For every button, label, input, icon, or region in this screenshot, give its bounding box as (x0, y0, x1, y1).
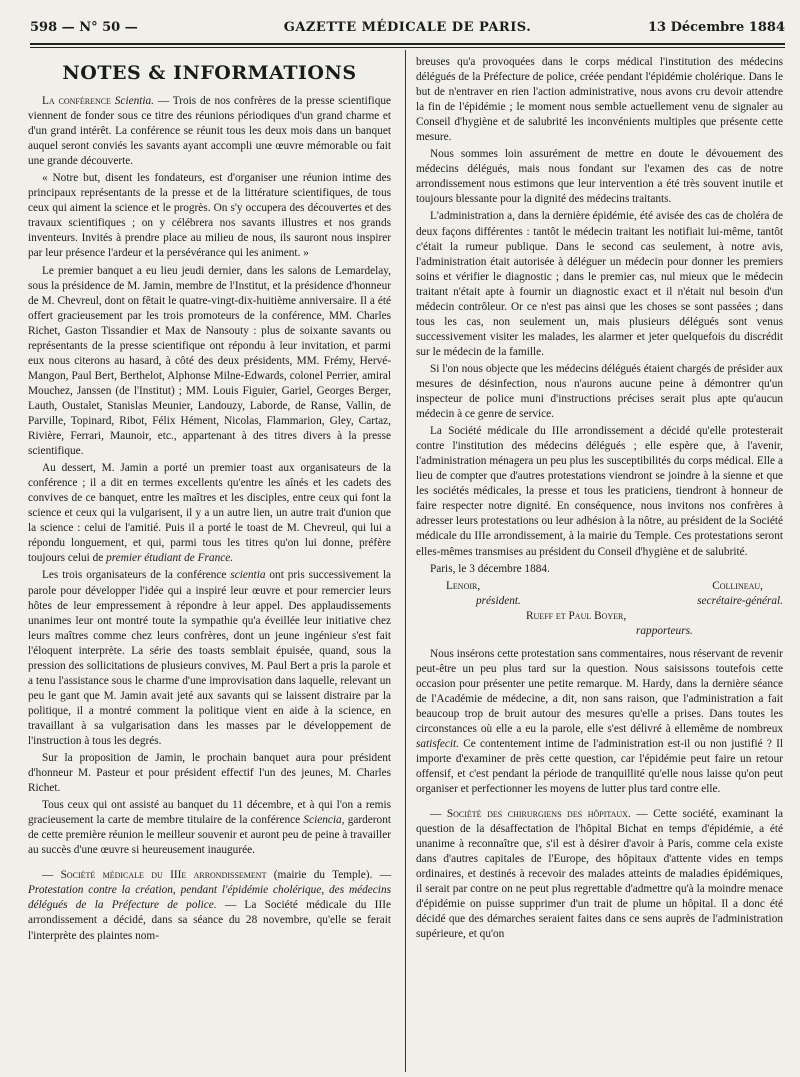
right-column (416, 55, 783, 944)
emphasis: Scientia. (114, 95, 154, 107)
paragraph-text: ont pris successivement la parole pour développer l'idée qui a inspiré leur œuvre et pour remercier leurs hôtes de leur empressement à répondre à leur appel. Des applaudissements unanimes leur ont montré toute la sympathie qu'a éveillée leur initiative chez leurs maîtres comme chez leurs confrères, dont un jeune ingénieur s'est fait l'éloquent interprète. La série des toasts semblait épuisée, quand, sous la pression des sollicitations de plusieurs convives, M. Paul Bert a pris la parole et a tenu l'assistance sous le charme d'une improvisation dans laquelle, relevant un peu le gant que M. Jamin avait jeté aux savants qui se laissent distraire par la politique, il a montré comment la politique vient en aide à la science, en travaillant à sa vulgarisation dans les masses par le développement de l'instruction à tous les degrés. (28, 569, 391, 747)
signature-row (416, 579, 783, 594)
paragraph-text: , garderont de cette première réunion le meilleur souvenir et auront peu de peine à travailler au succès d'une œuvre si heureusement inaugurée. (28, 814, 391, 857)
place-date: Paris, le 3 décembre 1884. (430, 562, 550, 575)
left-column (28, 54, 391, 946)
paragraph: L'administration a, dans la dernière épidémie, été avisée des cas de choléra de deux façons différentes : tantôt le médecin traitant les notifiait lui-même, tantôt c'était la rumeur publique. Dans le second cas seulement, à notre avis, l'administration était autorisée à déléguer un médecin pour donner les premiers soins et vérifier le diagnostic ; dans le premier cas, nul mieux que le médecin traitant n'était apte à fournir un diagnostic exact et il n'était nul besoin d'un médecin contrôleur. Or ce n'est pas ainsi que les choses se sont passées ; dans tous les cas, non seulement un, mais plusieurs délégués sont venus successivement visiter les malades, les alarmer et jeter quelquefois du discrédit sur le médecin de la famille. (416, 210, 783, 358)
issue-date: 13 Décembre 1884 (647, 20, 785, 35)
emphasis: satisfecit. (416, 737, 459, 750)
paragraph: Le premier banquet a eu lieu jeudi dernier, dans les salons de Lemardelay, sous la présidence de M. Jamin, membre de l'Institut, et la présidence d'honneur de M. Chevreul, dont on fêtait le quatre-vingt-dix-huitième anniversaire. Il a été offert gracieusement par les trois promoteurs de la conférence, MM. Charles Richet, Gaston Tissandier et Max de Nansouty : plus de soixante savants ou représentants de la presse scientifique ont répondu à leur invitation, et parmi eux nous citerons au hasard, à côté des deux présidents, MM. Frémy, Hervé-Mangon, Paul Bert, Berthelot, Alphonse Milne-Edwards, colonel Perrier, amiral Mouchez, Janssen (de l'Institut) ; MM. Louis Figuier, Gariel, Georges Berger, Lauth, Oustalet, Stanislas Meunier, Landouzy, Laborde, de Ranse, Vallin, de Parville, Topinard, Ribot, Félix Hément, Nicolas, Flammarion, Gley, Cartaz, Rivière, Ferrari, Maunoir, etc., appartenant à des titres divers à la presse scientifique. (28, 264, 391, 458)
signatory-name: Collineau, (712, 579, 763, 592)
paragraph-text: Au dessert, M. Jamin a porté un premier toast aux organisateurs de la conférence ; il a dit en termes excellents qu'entre les aînés et les cadets des convives de ce banquet, entre les maîtres et les disciples, entre ceux qui font la science et ceux qui la vulgarisent, il y a un autre lien, un autre trait d'union que la science : celui de l'amitié. Puis il a porté le toast de M. Chevreul, qui lui a répondu longuement, et qui, parmi tous les titres qu'on lui donne, préfère toujours celui de (28, 462, 391, 565)
signature-row (416, 624, 783, 639)
emphasis: scientia (230, 569, 266, 582)
emphasis: premier étudiant de France. (106, 552, 234, 565)
run-in-head: La conférence (42, 95, 111, 107)
paragraph-text: Tous ceux qui ont assisté au banquet du 11 décembre, et à qui l'on a remis gracieusement la carte de membre titulaire de la conférence (28, 799, 391, 827)
paragraph: La Société médicale du IIIe arrondissement a décidé qu'elle protesterait contre l'institution des médecins délégués ; elle espère que, à l'avenir, l'administration ménagera un peu plus les susceptibilités du corps médical. Elle a lieu de compter que d'autres protestations viendront se joindre à la sienne et que les sociétés médicales, la presse et tous les praticiens, tiendront à honneur de faire respecter notre dignité. En conséquence, nous invitons nos confrères à adresser leurs protestations ou leur adhésion à la nôtre, au président de la Société médicale du IIIe arrondissement, à la mairie du Temple. Ces protestations seront elles-mêmes transmises au président du Conseil d'hygiène et de salubrité. (416, 425, 783, 558)
header-rule-thin (30, 47, 785, 48)
signatory-role: rapporteurs. (636, 624, 693, 637)
header-rule (30, 43, 785, 45)
page-header (30, 14, 785, 42)
section-title: NOTES & INFORMATIONS (62, 62, 357, 84)
emphasis: Sciencia (303, 814, 342, 827)
paragraph (28, 94, 391, 169)
paragraph-text: — Trois de nos confrères de la presse scientifique viennent de fonder sous ce titre des réunions périodiques d'un grand charme et d'un grand intérêt. La conférence se réunit tous les deux mois dans un banquet auquel seront conviés les savants ayant accompli une œuvre mémorable ou fait une grande découverte. (28, 95, 392, 168)
run-in-head: — Société médicale du IIIe arrondissement (42, 869, 267, 882)
run-in-head: — Société des chirurgiens des hôpitaux. (430, 808, 631, 821)
paragraph (28, 868, 391, 943)
paragraph: Sur la proposition de Jamin, le prochain banquet aura pour président d'honneur M. Pasteur et pour président effectif l'un des jeunes, M. Charles Richet. (28, 752, 391, 795)
signature-row (416, 609, 783, 624)
signatory-name: Rueff et Paul Boyer, (526, 609, 627, 622)
paragraph: Nous sommes loin assurément de mettre en doute le dévouement des médecins délégués, mais nous fondant sur l'examen des cas de notre arrondissement nous estimons que leur intervention a été très souvent inutile et toujours blessante pour la dignité des médecins traitants. (416, 148, 783, 206)
paragraph (28, 798, 391, 858)
paragraph-text: Nous insérons cette protestation sans commentaires, nous réservant de revenir peut-être un peu plus tard sur la question. Nous saisissons toutefois cette occasion pour présenter une petite remarque. M. Hardy, dans la dernière séance de l'Académie de médecine, a dit, non sans raison, que l'administration a fait beaucoup trop de bruit autour des mesures qu'elle a prises. Dans toutes les circonstances où elle a eu la parole, elle s'est délivré à ellemême de nombreux (416, 647, 783, 735)
journal-title: GAZETTE MÉDICALE DE PARIS. (283, 20, 532, 35)
signatory-role: secrétaire-général. (697, 594, 783, 607)
signatory-name: Lenoir, (446, 579, 481, 592)
paragraph-text: Ce contentement intime de l'administration est-il ou non justifié ? Il importe d'examiner de près cette question, car l'épidémie peut faire un retour offensif, et c'est pendant la période de tranquillité qu'elle nous laisse qu'on peut organiser et perfectionner les moyens de lutter plus tard contre elle. (416, 737, 783, 796)
page-number: 598 — N° 50 — (30, 20, 138, 35)
paragraph (416, 647, 783, 797)
emphasis: Protestation contre la création, pendant l'épidémie cholérique, des médecins délégués de la Préfecture de police. (28, 884, 391, 912)
signatory-role: président. (476, 594, 521, 607)
paragraph: « Notre but, disent les fondateurs, est d'organiser une réunion intime des principaux représentants de la presse et de la littérature scientifiques, de tous ceux qui aiment la science et le progrès. On s'y occupera des découvertes et des travaux scientifiques ; on y célébrera nos savants illustres et nos grands inventeurs. Invités à prendre place au milieu de nous, ils sauront nous inspirer par leur présence l'ardeur et la persévérance qui les animent. » (28, 172, 391, 260)
paragraph (28, 461, 391, 566)
paragraph-text: (mairie du Temple). — (266, 869, 391, 882)
paragraph (28, 568, 391, 749)
paragraph (416, 807, 783, 942)
paragraph: Si l'on nous objecte que les médecins délégués étaient chargés de présider aux mesures de désinfection, nous n'aurons aucune peine à démontrer qu'un inspecteur de police muni d'instructions précises serait plus apte qu'aucun médecin à ce genre de service. (416, 362, 783, 421)
column-divider (405, 50, 406, 1072)
paragraph-text: — La Société médicale du IIIe arrondissement a décidé, dans sa séance du 28 novembre, qu'elle se ferait l'interprète des plaintes nom- (28, 899, 391, 942)
paragraph-text: — Cette société, examinant la question de la désaffectation de l'hôpital Bichat en temps d'épidémie, a été unanime à reconnaître que, s'il est à désirer d'avoir à Paris, comme cela existe dans d'autres capitales de l'Europe, des hôpitaux d'attente vides en temps ordinaires, et destinés à recevoir des malades atteints de maladies épidémiques, il serait par contre on ne peut plus regrettable d'admettre qu'à la moindre menace d'épidémie on puisse supprimer d'un trait de plume un hôpital. Il a donc été décidé que des démarches seraient faites dans ce sens auprès de l'administration supérieure, et qu'on (416, 808, 783, 941)
paragraph-text: Les trois organisateurs de la conférence (42, 569, 231, 582)
paragraph: breuses qu'a provoquées dans le corps médical l'institution des médecins délégués de la Préfecture de police, créée pendant l'épidémie cholérique. Dans le but de n'entraver en rien l'action administrative, nous avons cru devoir attendre la fin de l'épidémie ; le moment nous semble actuellement venu de signaler au Conseil d'hygiène et de salubrité les inconvénients multiples que présente cette mesure. (416, 56, 783, 144)
signature-row (416, 594, 783, 609)
